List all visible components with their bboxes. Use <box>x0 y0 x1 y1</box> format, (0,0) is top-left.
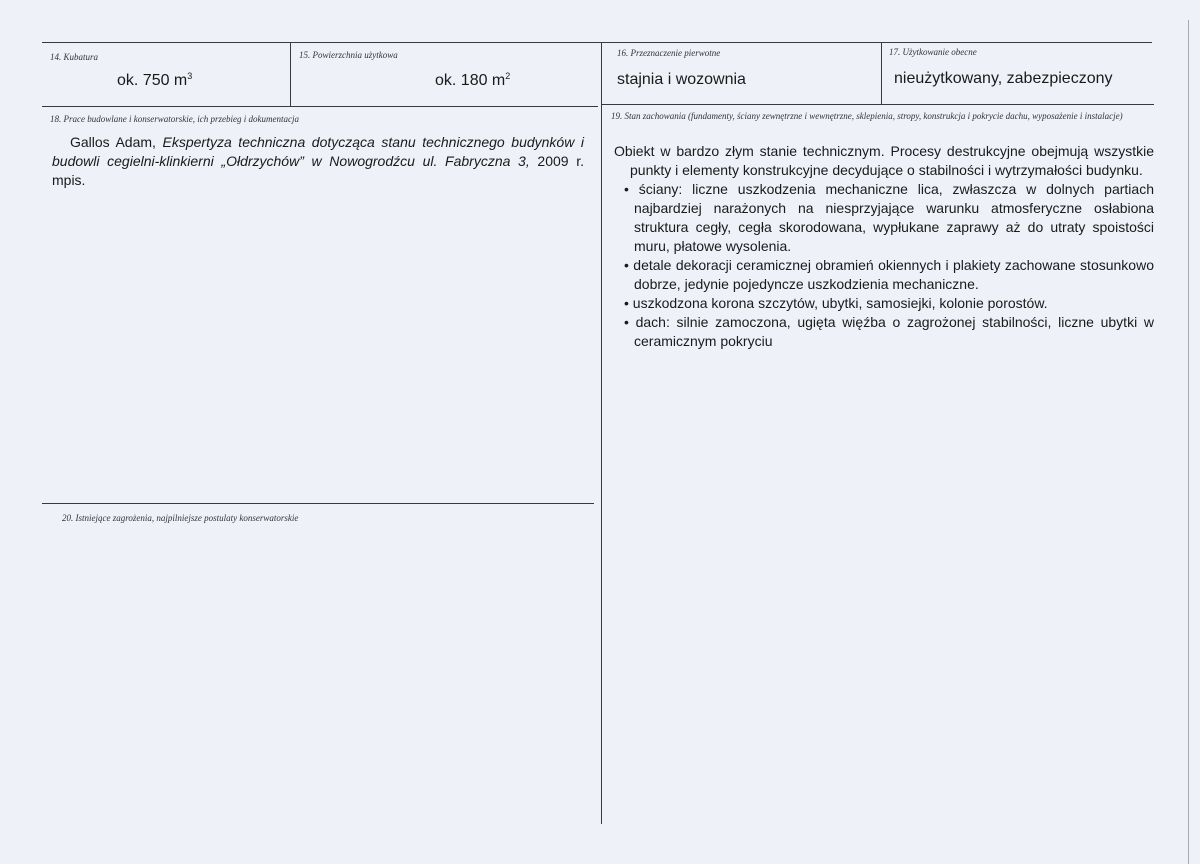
condition-list <box>614 180 1154 351</box>
field-17-label: 17. Użytkowanie obecne <box>889 47 977 57</box>
divider-16-17 <box>881 42 882 104</box>
section-18-bottom-line <box>42 503 594 504</box>
field-18-label: 18. Prace budowlane i konserwatorskie, ich przebieg i dokumentacja <box>50 114 299 124</box>
bibliography-author: Gallos Adam, <box>70 134 163 150</box>
bibliography-title: Ekspertyza techniczna dotycząca stanu technicznego budynków i budowli cegielni-klinkierni „Ołdrzychów” w Nowogrodźcu ul. Fabryczna 3, <box>52 134 584 169</box>
area-unit-exponent: 2 <box>505 71 511 81</box>
page-edge <box>1188 20 1189 864</box>
center-divider <box>601 42 602 824</box>
field-14-label: 14. Kubatura <box>50 52 99 62</box>
field-15-value <box>435 71 510 91</box>
condition-item: • detale dekoracji ceramicznej obramień okiennych i plakiety zachowane stosunkowo dobrze, jedynie pojedyncze uszkodzienia mechaniczne. <box>614 256 1154 294</box>
volume-unit-exponent: 3 <box>187 71 193 81</box>
row1-bottom-line-right <box>602 104 1154 105</box>
area-value: ok. 180 m <box>435 72 506 89</box>
field-19-label: 19. Stan zachowania (fundamenty, ściany zewnętrzne i wewnętrzne, sklepienia, stropy, konstrukcja i pokrycie dachu, wyposażenie i instalacje) <box>611 111 1123 121</box>
field-15-label: 15. Powierzchnia użytkowa <box>299 50 398 60</box>
field-18-content <box>52 133 584 190</box>
condition-intro: Obiekt w bardzo złym stanie technicznym. Procesy destrukcyjne obejmują wszystkie punkty i elementy konstrukcyjne decydujące o stabilności i wytrzymałości budynku. <box>614 143 1154 178</box>
condition-item: • uszkodzona korona szczytów, ubytki, samosiejki, kolonie porostów. <box>614 294 1154 313</box>
field-19-content <box>614 142 1154 351</box>
condition-item: • ściany: liczne uszkodzenia mechaniczne lica, zwłaszcza w dolnych partiach najbardziej narażonych na niesprzyjające warunku atmosferyczne osłabiona struktura cegły, cegła skorodowana, wypłukane zaprawy aż do utraty spoistości muru, płatowe wysolenia. <box>614 180 1154 256</box>
field-20-label: 20. Istniejące zagrożenia, najpilniejsze postulaty konserwatorskie <box>62 513 299 523</box>
condition-item: • dach: silnie zamoczona, ugięta więźba o zagrożonej stabilności, liczne ubytki w ceramicznym pokryciu <box>614 313 1154 351</box>
field-16-value: stajnia i wozownia <box>617 71 746 88</box>
bibliography-entry <box>52 133 584 190</box>
top-border-line <box>42 42 1152 43</box>
divider-14-15 <box>290 42 291 106</box>
field-17-value: nieużytkowany, zabezpieczony <box>894 70 1113 87</box>
field-16-label: 16. Przeznaczenie pierwotne <box>617 48 721 58</box>
field-14-value <box>117 71 192 91</box>
row1-bottom-line-left <box>42 106 598 107</box>
volume-value: ok. 750 m <box>117 72 188 89</box>
bibliography-tail: 2009 r. mpis. <box>52 153 584 188</box>
